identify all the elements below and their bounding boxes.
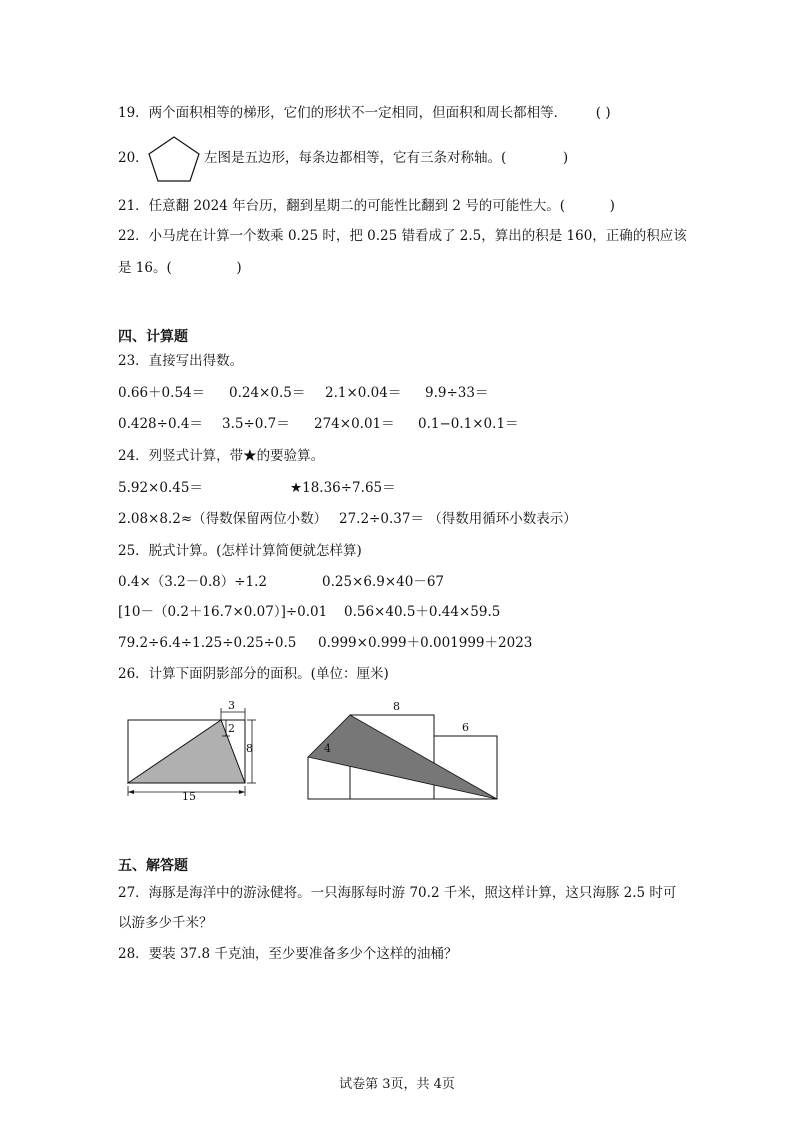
expression: 274×0.01＝ <box>314 416 395 432</box>
answer-bracket-close: ) <box>609 198 615 214</box>
question-22-text: 是 16。( <box>118 260 172 276</box>
fig2-middle-label: 8 <box>393 700 400 713</box>
question-26-prompt: 26．计算下面阴影部分的面积。(单位：厘米) <box>118 666 389 682</box>
fig1-top-label: 3 <box>228 699 235 712</box>
expression: 0.999×0.999＋0.001999＋2023 <box>318 635 533 651</box>
answer-bracket-close: ) <box>562 150 569 166</box>
shaded-area-figures <box>118 696 508 806</box>
fig2-left-label: 4 <box>324 742 331 755</box>
question-19-text: 19．两个面积相等的梯形，它们的形状不一定相同，但面积和周长都相等． <box>118 105 568 121</box>
expression: 0.56×40.5＋0.44×59.5 <box>344 604 501 620</box>
fig2-right-label: 6 <box>462 721 469 734</box>
expression: 0.1−0.1×0.1＝ <box>418 416 519 432</box>
expression: 0.4×（3.2－0.8）÷1.2 <box>118 574 268 590</box>
figure-1 <box>128 699 256 803</box>
pentagon-figure <box>146 134 202 184</box>
fig1-right-label: 8 <box>246 742 253 755</box>
question-27-line2: 以游多少千米？ <box>118 915 213 931</box>
question-22-line1: 22．小马虎在计算一个数乘 0.25 时，把 0.25 错看成了 2.5，算出的积是 160，正确的积应该 <box>118 228 687 244</box>
expression: 0.25×6.9×40－67 <box>322 574 445 590</box>
expression: 27.2÷0.37＝ （得数用循环小数表示） <box>339 511 577 527</box>
answer-bracket-close: ) <box>236 260 242 276</box>
question-21-text: 21．任意翻 2024 年台历，翻到星期二的可能性比翻到 2 号的可能性大。( <box>118 198 566 214</box>
expression: 0.66＋0.54＝ <box>118 385 206 401</box>
expression: 2.08×8.2≈（得数保留两位小数） <box>118 511 328 527</box>
expression: ★18.36÷7.65＝ <box>290 480 396 496</box>
question-19 <box>118 103 611 123</box>
question-number: 20． <box>118 150 149 166</box>
expression: 2.1×0.04＝ <box>325 385 402 401</box>
expression: 9.9÷33＝ <box>425 385 489 401</box>
expression: 0.428÷0.4＝ <box>118 416 203 432</box>
expression: 5.92×0.45＝ <box>118 480 203 496</box>
expression: 79.2÷6.4÷1.25÷0.25÷0.5 <box>118 635 297 651</box>
expression: 0.24×0.5＝ <box>229 385 306 401</box>
question-27-line1: 27．海豚是海洋中的游泳健将。一只海豚每时游 70.2 千米，照这样计算，这只海豚 2.5 时可 <box>118 885 677 901</box>
question-23-prompt: 23．直接写出得数。 <box>118 353 244 369</box>
question-24-prompt: 24．列竖式计算，带★的要验算。 <box>118 448 325 464</box>
figure-2 <box>308 700 497 799</box>
question-22-line2 <box>118 258 242 278</box>
question-28: 28．要装 37.8 千克油，至少要准备多少个这样的油桶？ <box>118 946 458 962</box>
question-21 <box>118 196 615 216</box>
section-heading-word-problems: 五、解答题 <box>118 858 188 874</box>
question-25-prompt: 25．脱式计算。(怎样计算简便就怎样算) <box>118 543 362 559</box>
fig1-inner-label: 2 <box>228 722 235 735</box>
question-20-text: 左图是五边形，每条边都相等，它有三条对称轴。( <box>204 150 507 166</box>
expression: [10－（0.2＋16.7×0.07）]÷0.01 <box>118 604 328 620</box>
question-20-body <box>204 148 568 168</box>
section-heading-calculation: 四、计算题 <box>118 329 188 345</box>
question-20 <box>118 148 149 168</box>
fig1-bottom-label: 15 <box>182 790 196 803</box>
answer-bracket: ( ) <box>595 105 611 121</box>
page-footer: 试卷第 3页，共 4页 <box>339 1077 455 1092</box>
expression: 3.5÷0.7＝ <box>222 416 290 432</box>
